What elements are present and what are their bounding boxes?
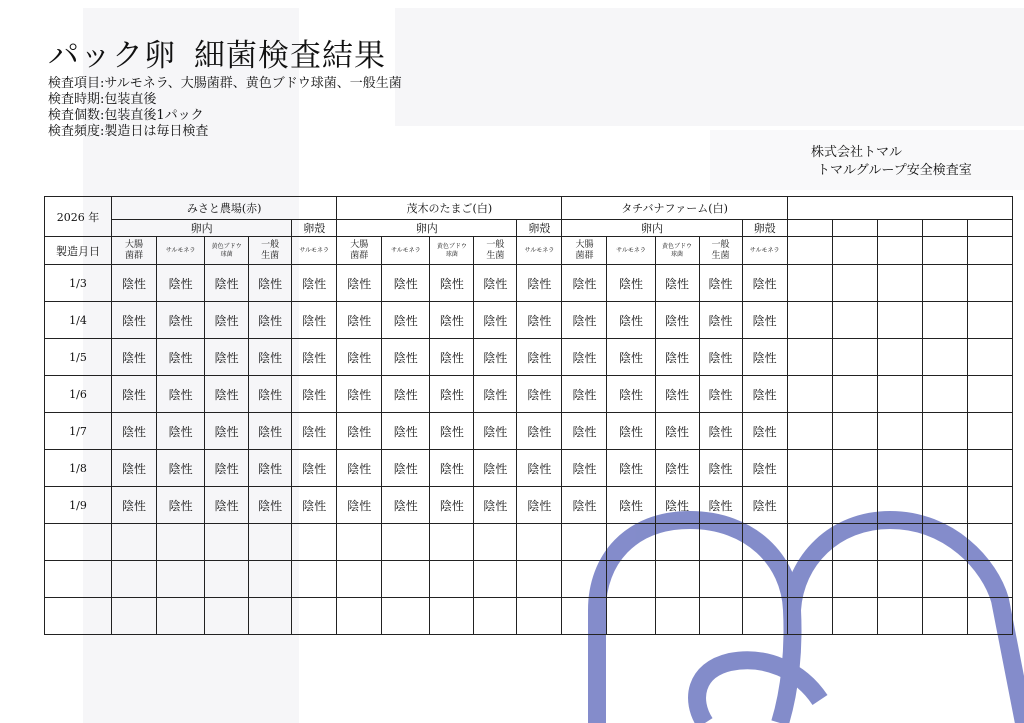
farm-header: タチバナファーム(白) <box>562 197 787 220</box>
result-cell: 陰性 <box>430 302 474 339</box>
date-cell: 1/3 <box>45 265 112 302</box>
date-cell: 1/8 <box>45 450 112 487</box>
result-cell: 陰性 <box>430 413 474 450</box>
result-cell: 陰性 <box>517 302 562 339</box>
result-cell: 陰性 <box>249 487 292 524</box>
blank-cell <box>474 524 517 561</box>
blank-cell <box>607 598 655 635</box>
blank-cell <box>787 220 832 237</box>
blank-cell <box>922 450 967 487</box>
result-cell: 陰性 <box>607 487 655 524</box>
result-cell: 陰性 <box>157 450 205 487</box>
blank-cell <box>832 413 877 450</box>
result-cell: 陰性 <box>292 265 337 302</box>
blank-cell <box>430 524 474 561</box>
header-row-groups <box>45 220 1013 237</box>
result-cell: 陰性 <box>205 376 249 413</box>
blank-cell <box>922 487 967 524</box>
blank-cell <box>877 339 922 376</box>
result-cell: 陰性 <box>430 450 474 487</box>
table-row <box>45 487 1013 524</box>
blank-cell <box>787 265 832 302</box>
empty-row <box>45 561 1013 598</box>
result-cell: 陰性 <box>474 339 517 376</box>
result-cell: 陰性 <box>562 376 607 413</box>
blank-cell <box>655 598 699 635</box>
blank-cell <box>787 598 832 635</box>
blank-cell <box>205 598 249 635</box>
blank-cell <box>787 524 832 561</box>
blank-cell <box>877 302 922 339</box>
result-cell: 陰性 <box>562 487 607 524</box>
result-cell: 陰性 <box>742 450 787 487</box>
result-cell: 陰性 <box>699 450 742 487</box>
blank-cell <box>382 598 430 635</box>
result-cell: 陰性 <box>699 302 742 339</box>
blank-cell <box>877 524 922 561</box>
result-cell: 陰性 <box>517 487 562 524</box>
group-shell-header: 卵殻 <box>742 220 787 237</box>
blank-cell <box>922 413 967 450</box>
test-header: サルモネラ <box>157 237 205 265</box>
blank-cell <box>655 524 699 561</box>
blank-cell <box>292 524 337 561</box>
blank-cell <box>742 561 787 598</box>
blank-cell <box>382 561 430 598</box>
inspection-count: 検査個数:包装直後1パック <box>48 108 204 123</box>
result-cell: 陰性 <box>699 413 742 450</box>
group-shell-header: 卵殻 <box>292 220 337 237</box>
blank-cell <box>45 561 112 598</box>
result-cell: 陰性 <box>292 487 337 524</box>
blank-cell <box>922 524 967 561</box>
blank-cell <box>877 450 922 487</box>
blank-cell <box>742 524 787 561</box>
blank-cell <box>607 561 655 598</box>
result-cell: 陰性 <box>430 339 474 376</box>
result-cell: 陰性 <box>474 450 517 487</box>
result-cell: 陰性 <box>205 450 249 487</box>
blank-cell <box>474 561 517 598</box>
table-row <box>45 265 1013 302</box>
results-table <box>44 196 1013 635</box>
blank-cell <box>832 376 877 413</box>
result-cell: 陰性 <box>607 265 655 302</box>
result-cell: 陰性 <box>292 450 337 487</box>
group-inner-header: 卵内 <box>337 220 517 237</box>
blank-cell <box>877 376 922 413</box>
result-cell: 陰性 <box>112 487 157 524</box>
blank-cell <box>699 524 742 561</box>
result-cell: 陰性 <box>157 413 205 450</box>
result-cell: 陰性 <box>699 376 742 413</box>
result-cell: 陰性 <box>205 487 249 524</box>
result-cell: 陰性 <box>517 339 562 376</box>
blank-cell <box>832 450 877 487</box>
result-cell: 陰性 <box>742 376 787 413</box>
result-cell: 陰性 <box>112 413 157 450</box>
inspection-info <box>48 76 402 140</box>
blank-cell <box>205 561 249 598</box>
blank-cell <box>607 524 655 561</box>
result-cell: 陰性 <box>382 413 430 450</box>
blank-cell <box>967 339 1012 376</box>
blank-cell <box>517 561 562 598</box>
blank-cell <box>337 598 382 635</box>
blank-cell <box>832 524 877 561</box>
result-cell: 陰性 <box>249 302 292 339</box>
blank-cell <box>157 561 205 598</box>
blank-cell <box>877 561 922 598</box>
result-cell: 陰性 <box>562 339 607 376</box>
blank-cell <box>787 487 832 524</box>
blank-cell <box>699 561 742 598</box>
test-header: 一般 生菌 <box>699 237 742 265</box>
blank-cell <box>787 413 832 450</box>
farm-header: みさと農場(赤) <box>112 197 337 220</box>
date-cell: 1/6 <box>45 376 112 413</box>
result-cell: 陰性 <box>157 487 205 524</box>
date-header: 製造月日 <box>45 237 112 265</box>
blank-cell <box>562 561 607 598</box>
blank-cell <box>832 339 877 376</box>
group-shell-header: 卵殻 <box>517 220 562 237</box>
result-cell: 陰性 <box>205 302 249 339</box>
result-cell: 陰性 <box>249 265 292 302</box>
blank-cell <box>205 524 249 561</box>
result-cell: 陰性 <box>205 339 249 376</box>
result-cell: 陰性 <box>517 376 562 413</box>
blank-cell <box>787 237 832 265</box>
result-cell: 陰性 <box>382 339 430 376</box>
blank-cell <box>877 487 922 524</box>
header-row-farms <box>45 197 1013 220</box>
result-cell: 陰性 <box>112 339 157 376</box>
empty-row <box>45 524 1013 561</box>
result-cell: 陰性 <box>742 302 787 339</box>
blank-cell <box>112 561 157 598</box>
group-inner-header: 卵内 <box>112 220 292 237</box>
result-cell: 陰性 <box>249 376 292 413</box>
result-cell: 陰性 <box>699 487 742 524</box>
blank-cell <box>787 376 832 413</box>
result-cell: 陰性 <box>655 302 699 339</box>
blank-cell <box>742 598 787 635</box>
result-cell: 陰性 <box>655 265 699 302</box>
result-cell: 陰性 <box>205 413 249 450</box>
result-cell: 陰性 <box>337 302 382 339</box>
blank-cell <box>382 524 430 561</box>
result-cell: 陰性 <box>292 302 337 339</box>
result-cell: 陰性 <box>562 265 607 302</box>
blank-cell <box>967 487 1012 524</box>
result-cell: 陰性 <box>249 339 292 376</box>
test-header: 一般 生菌 <box>249 237 292 265</box>
result-cell: 陰性 <box>607 302 655 339</box>
blank-cell <box>967 220 1012 237</box>
result-cell: 陰性 <box>157 265 205 302</box>
result-cell: 陰性 <box>562 302 607 339</box>
blank-cell <box>45 598 112 635</box>
blank-cell <box>832 302 877 339</box>
date-cell: 1/7 <box>45 413 112 450</box>
test-header: 大腸 菌群 <box>112 237 157 265</box>
result-cell: 陰性 <box>292 339 337 376</box>
result-cell: 陰性 <box>742 265 787 302</box>
result-cell: 陰性 <box>337 376 382 413</box>
test-header: サルモネラ <box>292 237 337 265</box>
result-cell: 陰性 <box>742 487 787 524</box>
result-cell: 陰性 <box>607 450 655 487</box>
result-cell: 陰性 <box>474 376 517 413</box>
inspection-timing: 検査時期:包装直後 <box>48 92 157 107</box>
result-cell: 陰性 <box>517 450 562 487</box>
result-cell: 陰性 <box>292 376 337 413</box>
blank-cell <box>562 598 607 635</box>
result-cell: 陰性 <box>337 450 382 487</box>
blank-cell <box>655 561 699 598</box>
result-cell: 陰性 <box>157 339 205 376</box>
result-cell: 陰性 <box>607 376 655 413</box>
blank-cell <box>157 598 205 635</box>
blank-cell <box>112 598 157 635</box>
test-header: サルモネラ <box>517 237 562 265</box>
blank-cell <box>517 524 562 561</box>
result-cell: 陰性 <box>474 265 517 302</box>
result-cell: 陰性 <box>607 339 655 376</box>
blank-cell <box>337 561 382 598</box>
blank-cell <box>922 302 967 339</box>
blank-cell <box>922 265 967 302</box>
result-cell: 陰性 <box>157 376 205 413</box>
result-cell: 陰性 <box>474 487 517 524</box>
blank-cell <box>699 598 742 635</box>
result-cell: 陰性 <box>249 413 292 450</box>
result-cell: 陰性 <box>382 487 430 524</box>
result-cell: 陰性 <box>430 487 474 524</box>
blank-cell <box>832 598 877 635</box>
result-cell: 陰性 <box>562 450 607 487</box>
blank-cell <box>430 598 474 635</box>
blank-cell <box>45 524 112 561</box>
result-cell: 陰性 <box>382 376 430 413</box>
blank-cell <box>922 339 967 376</box>
blank-cell <box>922 598 967 635</box>
result-cell: 陰性 <box>517 413 562 450</box>
result-cell: 陰性 <box>562 413 607 450</box>
table-row <box>45 376 1013 413</box>
blank-cell <box>832 220 877 237</box>
result-cell: 陰性 <box>474 302 517 339</box>
blank-cell <box>832 265 877 302</box>
test-header: サルモネラ <box>382 237 430 265</box>
blank-cell <box>157 524 205 561</box>
blank-cell <box>967 237 1012 265</box>
inspection-items: 検査項目:サルモネラ、大腸菌群、黄色ブドウ球菌、一般生菌 <box>48 76 402 91</box>
blank-cell <box>292 561 337 598</box>
blank-cell <box>967 450 1012 487</box>
year-header: 2026 年 <box>45 197 112 237</box>
result-cell: 陰性 <box>430 265 474 302</box>
date-cell: 1/9 <box>45 487 112 524</box>
blank-cell <box>877 598 922 635</box>
table-row <box>45 339 1013 376</box>
company-name: 株式会社トマル <box>811 145 903 160</box>
result-cell: 陰性 <box>655 376 699 413</box>
result-cell: 陰性 <box>337 487 382 524</box>
result-cell: 陰性 <box>607 413 655 450</box>
blank-cell <box>787 561 832 598</box>
blank-cell <box>832 237 877 265</box>
table-row <box>45 450 1013 487</box>
test-header: サルモネラ <box>607 237 655 265</box>
blank-cell <box>249 524 292 561</box>
blank-cell <box>517 598 562 635</box>
result-cell: 陰性 <box>655 339 699 376</box>
result-cell: 陰性 <box>655 413 699 450</box>
result-cell: 陰性 <box>337 339 382 376</box>
blank-cell <box>877 265 922 302</box>
inspection-frequency: 検査頻度:製造日は毎日検査 <box>48 124 209 139</box>
result-cell: 陰性 <box>157 302 205 339</box>
blank-cell <box>787 197 1012 220</box>
blank-cell <box>877 220 922 237</box>
date-cell: 1/4 <box>45 302 112 339</box>
table-row <box>45 413 1013 450</box>
blank-cell <box>562 524 607 561</box>
result-cell: 陰性 <box>742 413 787 450</box>
blank-cell <box>967 376 1012 413</box>
result-cell: 陰性 <box>430 376 474 413</box>
result-cell: 陰性 <box>337 413 382 450</box>
result-cell: 陰性 <box>382 265 430 302</box>
header-row-tests <box>45 237 1013 265</box>
blank-cell <box>922 376 967 413</box>
blank-cell <box>832 487 877 524</box>
result-cell: 陰性 <box>292 413 337 450</box>
result-cell: 陰性 <box>382 450 430 487</box>
result-cell: 陰性 <box>205 265 249 302</box>
result-cell: 陰性 <box>742 339 787 376</box>
blank-cell <box>877 237 922 265</box>
result-cell: 陰性 <box>699 339 742 376</box>
test-header: 大腸 菌群 <box>562 237 607 265</box>
result-cell: 陰性 <box>249 450 292 487</box>
test-header: 大腸 菌群 <box>337 237 382 265</box>
blank-cell <box>249 561 292 598</box>
test-header: 黄色ブドウ 球菌 <box>655 237 699 265</box>
farm-header: 茂木のたまご(白) <box>337 197 562 220</box>
blank-cell <box>112 524 157 561</box>
result-cell: 陰性 <box>112 376 157 413</box>
test-header: 黄色ブドウ 球菌 <box>205 237 249 265</box>
result-cell: 陰性 <box>474 413 517 450</box>
blank-cell <box>922 220 967 237</box>
blank-cell <box>967 413 1012 450</box>
test-header: 一般 生菌 <box>474 237 517 265</box>
blank-cell <box>832 561 877 598</box>
result-cell: 陰性 <box>382 302 430 339</box>
group-inner-header: 卵内 <box>562 220 742 237</box>
result-cell: 陰性 <box>337 265 382 302</box>
blank-cell <box>787 302 832 339</box>
blank-cell <box>967 561 1012 598</box>
result-cell: 陰性 <box>517 265 562 302</box>
result-cell: 陰性 <box>655 450 699 487</box>
blank-cell <box>474 598 517 635</box>
blank-cell <box>967 302 1012 339</box>
result-cell: 陰性 <box>112 265 157 302</box>
empty-row <box>45 598 1013 635</box>
result-cell: 陰性 <box>112 450 157 487</box>
blank-cell <box>787 339 832 376</box>
date-cell: 1/5 <box>45 339 112 376</box>
blank-cell <box>292 598 337 635</box>
table-row <box>45 302 1013 339</box>
page-title: パック卵 細菌検査結果 <box>48 38 386 74</box>
blank-cell <box>430 561 474 598</box>
company-department: トマルグループ安全検査室 <box>817 163 972 178</box>
blank-cell <box>922 237 967 265</box>
test-header: 黄色ブドウ 球菌 <box>430 237 474 265</box>
blank-cell <box>337 524 382 561</box>
blank-cell <box>922 561 967 598</box>
result-cell: 陰性 <box>112 302 157 339</box>
blank-cell <box>787 450 832 487</box>
blank-cell <box>877 413 922 450</box>
blank-cell <box>967 265 1012 302</box>
result-cell: 陰性 <box>655 487 699 524</box>
result-cell: 陰性 <box>699 265 742 302</box>
company-block <box>811 144 972 180</box>
blank-cell <box>967 598 1012 635</box>
blank-cell <box>967 524 1012 561</box>
test-header: サルモネラ <box>742 237 787 265</box>
blank-cell <box>249 598 292 635</box>
